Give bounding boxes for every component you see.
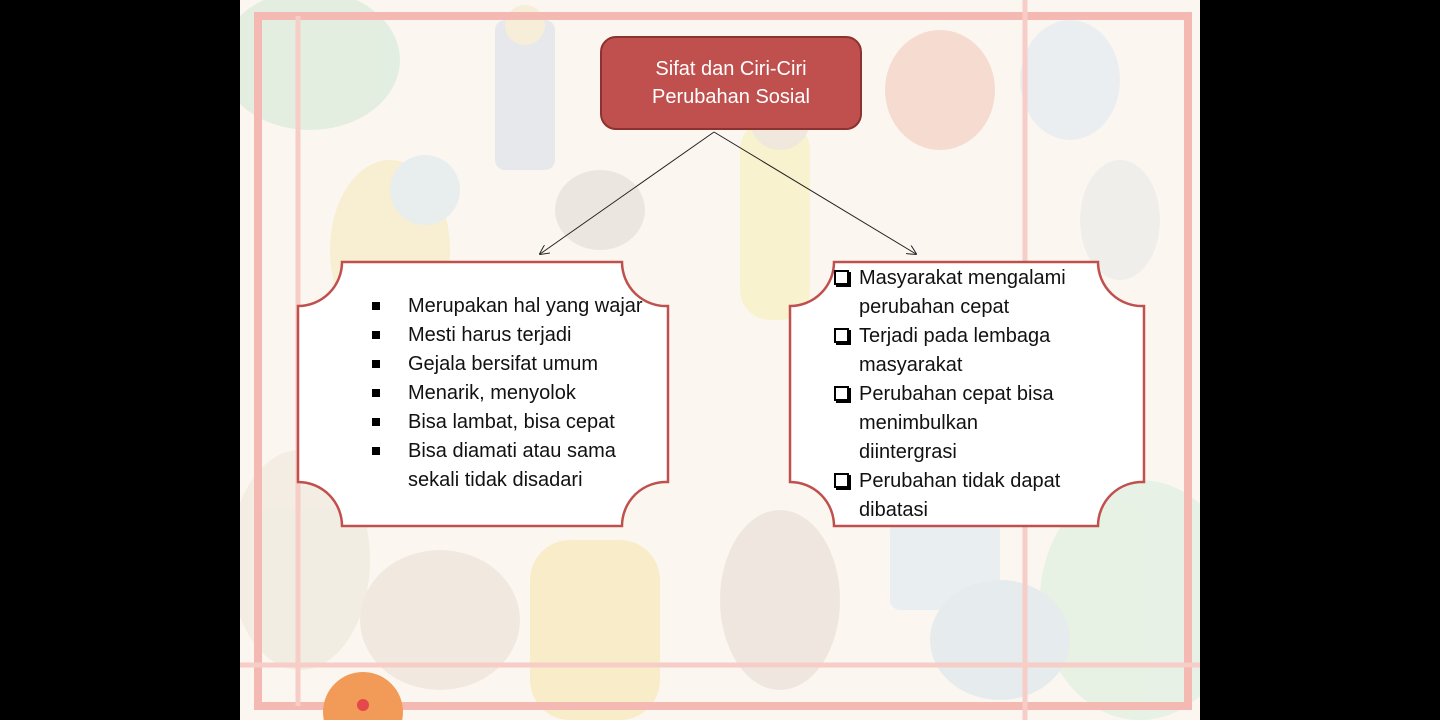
right-characteristics-list: [832, 264, 1132, 525]
list-item: Bisa diamati atau sama sekali tidak disadari: [368, 437, 658, 495]
list-item: Mesti harus terjadi: [368, 321, 668, 350]
list-item: Gejala bersifat umum: [368, 350, 668, 379]
square-bullet-icon: [372, 302, 380, 310]
title-line-2: Perubahan Sosial: [652, 86, 810, 108]
square-bullet-icon: [372, 360, 380, 368]
square-bullet-icon: [372, 447, 380, 455]
left-characteristics-list: [368, 292, 668, 495]
list-item: Merupakan hal yang wajar: [368, 292, 668, 321]
square-bullet-icon: [372, 418, 380, 426]
arrow-to-right-box: [714, 132, 916, 254]
title-box: [600, 36, 862, 130]
list-item: Bisa lambat, bisa cepat: [368, 408, 668, 437]
list-item: Masyarakat mengalami perubahan cepat: [832, 264, 1094, 322]
checkbox-bullet-icon: [834, 473, 849, 488]
arrow-to-left-box: [540, 132, 714, 254]
square-bullet-icon: [372, 389, 380, 397]
slide: [240, 0, 1200, 720]
checkbox-bullet-icon: [834, 270, 849, 285]
list-item: Perubahan cepat bisa menimbulkan diintergrasi: [832, 380, 1079, 467]
title-line-1: Sifat dan Ciri-Ciri: [655, 58, 807, 80]
checkbox-bullet-icon: [834, 386, 849, 401]
square-bullet-icon: [372, 331, 380, 339]
list-item: Menarik, menyolok: [368, 379, 668, 408]
list-item: Perubahan tidak dapat dibatasi: [832, 467, 1109, 525]
checkbox-bullet-icon: [834, 328, 849, 343]
list-item: Terjadi pada lembaga masyarakat: [832, 322, 1094, 380]
